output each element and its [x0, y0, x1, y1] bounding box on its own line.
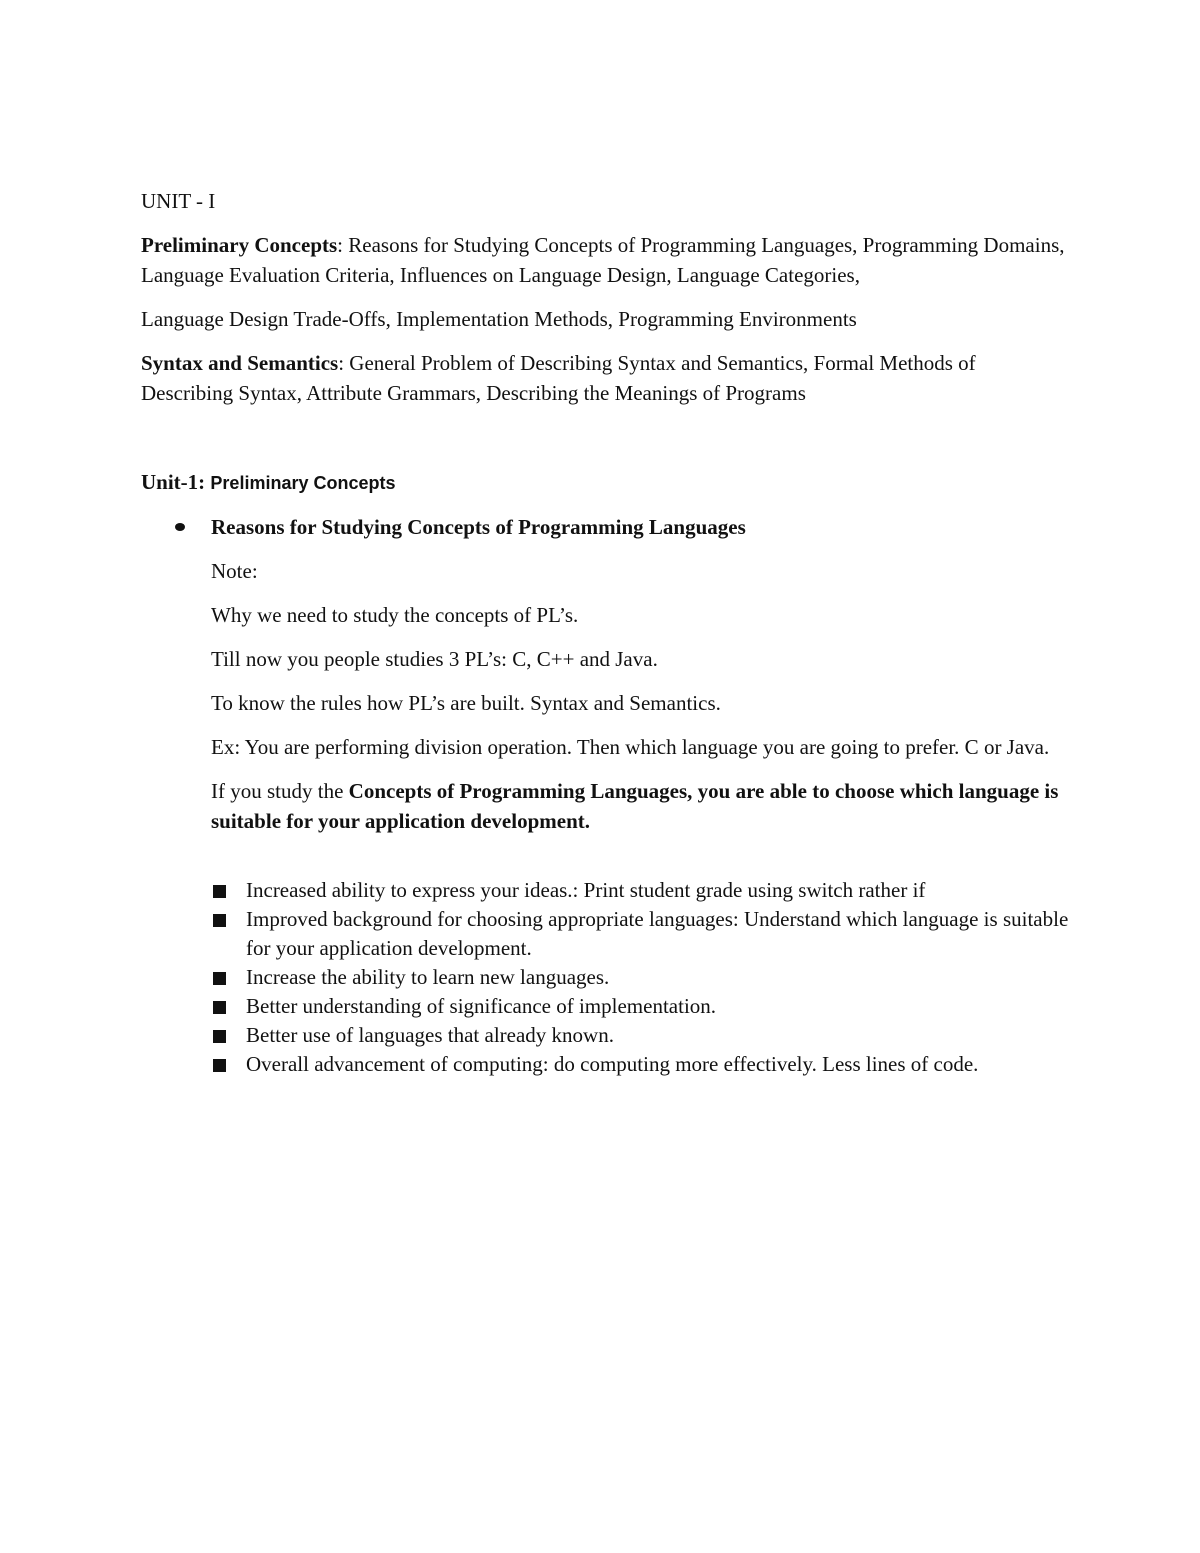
syntax-semantics-paragraph	[141, 348, 1071, 408]
conclusion-lead: If you study the	[211, 779, 349, 803]
preliminary-concepts-label: Preliminary Concepts	[141, 233, 338, 257]
syntax-semantics-label: Syntax and Semantics	[141, 351, 339, 375]
list-item-text: Increase the ability to learn new languages.	[246, 965, 610, 989]
square-bullet-icon	[213, 1059, 226, 1072]
square-bullet-icon	[213, 972, 226, 985]
unit1-heading-prefix: Unit-1:	[141, 470, 211, 494]
list-item-text: Increased ability to express your ideas.: Print student grade using switch rather if	[246, 878, 926, 902]
square-bullet-icon	[213, 914, 226, 927]
topic-item	[141, 512, 1071, 836]
topic-item-title: Reasons for Studying Concepts of Programming Languages	[211, 515, 746, 539]
list-item	[141, 905, 1071, 963]
reasons-list	[141, 876, 1071, 1079]
square-bullet-icon	[213, 1001, 226, 1014]
list-item-text: Better understanding of significance of implementation.	[246, 994, 717, 1018]
list-item	[141, 1021, 1071, 1050]
note-line: Ex: You are performing division operation. Then which language you are going to prefer. C or Java.	[211, 735, 1050, 759]
unit1-heading	[141, 467, 1071, 498]
note-line: Why we need to study the concepts of PL’s.	[211, 603, 579, 627]
list-item-text: Improved background for choosing appropriate languages: Understand which language is suitable for your application development.	[246, 907, 1069, 960]
list-item	[141, 992, 1071, 1021]
design-line: Language Design Trade-Offs, Implementation Methods, Programming Environments	[141, 307, 857, 331]
section-gap	[141, 422, 1071, 467]
unit-title: UNIT - I	[141, 189, 216, 213]
square-bullet-icon	[213, 885, 226, 898]
preliminary-concepts-text: : Reasons for Studying Concepts of Programming Languages, Programming Domains, Language Evaluation Criteria, Influences on Language Design, Language Categories,	[141, 233, 1065, 287]
square-bullet-icon	[213, 1030, 226, 1043]
list-item-text: Overall advancement of computing: do computing more effectively. Less lines of code.	[246, 1052, 979, 1076]
list-item	[141, 876, 1071, 905]
unit1-heading-rest: Preliminary Concepts	[210, 473, 396, 493]
document-page	[141, 186, 1071, 1079]
conclusion-bold: Concepts of Programming Languages, you are able to choose which language is suitable for your application development.	[211, 779, 1059, 833]
list-item-text: Better use of languages that already known.	[246, 1023, 614, 1047]
list-item	[141, 963, 1071, 992]
preliminary-concepts-paragraph	[141, 230, 1071, 290]
note-line: Till now you people studies 3 PL’s: C, C++ and Java.	[211, 647, 658, 671]
topic-list	[141, 512, 1071, 836]
conclusion-paragraph	[211, 776, 1071, 836]
note-line: To know the rules how PL’s are built. Syntax and Semantics.	[211, 691, 721, 715]
syntax-semantics-text: : General Problem of Describing Syntax and Semantics, Formal Methods of Describing Syntax, Attribute Grammars, Describing the Meanings of Programs	[141, 351, 976, 405]
bullet-dot-icon	[175, 523, 185, 531]
note-line: Note:	[211, 559, 258, 583]
list-item	[141, 1050, 1071, 1079]
